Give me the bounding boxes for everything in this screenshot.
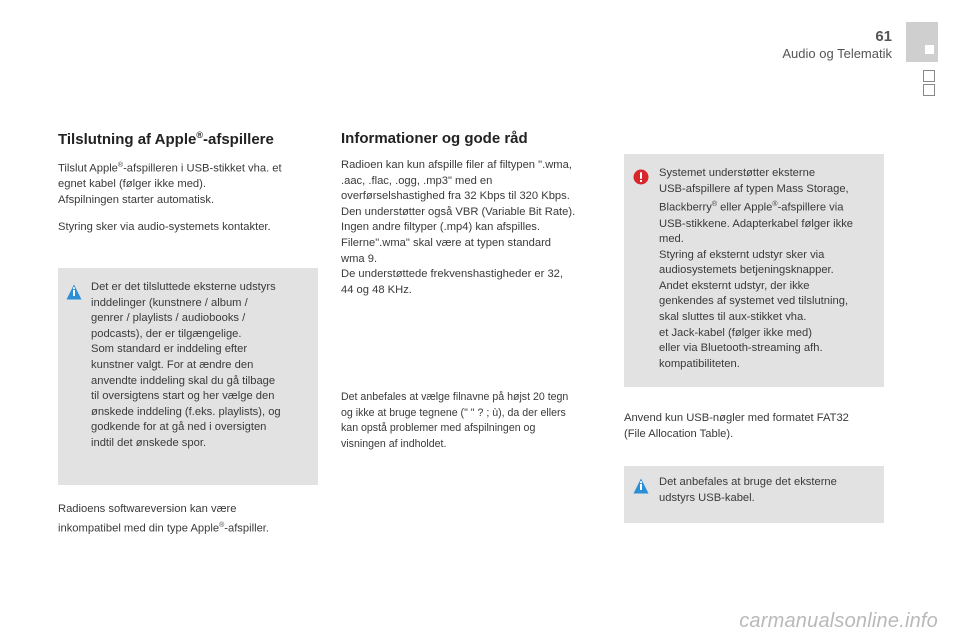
middle-paragraph-1: Radioen kan kun afspille filer af filtypen ".wma, .aac, .flac, .ogg, .mp3" med en overførselshastighed fra 32 Kbps til 320 Kbps. Den understøtter også VBR (Variable Bit Rate). Ingen andre filtyper (.mp4) kan afspilles. Filerne".wma" skal være at typen standard wma 9. De understøttede frekvenshastigheder er 32, 44 og 48 KHz. — [341, 159, 576, 296]
warning-icon — [633, 169, 649, 185]
chapter-tab — [906, 22, 938, 62]
info-icon — [633, 478, 649, 494]
chapter-marker — [923, 70, 935, 82]
middle-paragraph-2: Det anbefales at vælge filnavne på højst 20 tegn og ikke at bruge tegnene (" " ? ; ù), da der ellers kan opstå problemer med afspilningen og visningen af indholdet. — [341, 391, 569, 450]
left-paragraph-3: Radioens softwareversion kan være inkompatibel med din type Apple®-afspiller. — [58, 503, 270, 535]
left-info-text: Det er det tilsluttede eksterne udstyrs inddelinger (kunstnere / album / genrer / playlists / audiobooks / podcasts), der er tilgængelige. Som standard er inddeling efter kunstner valgt. For at ændre den anvendte inddeling skal du gå tilbage til oversigtens start og her vælge den ønskede inddeling (f.eks. playlists), og godkende for at gå ned i oversigten indtil det ønskede spor. — [91, 281, 281, 449]
right-warning-box — [624, 154, 884, 387]
section-title: Audio og Telematik — [782, 46, 892, 61]
left-title: Tilslutning af Apple®-afspillere — [58, 130, 274, 148]
left-info-box — [58, 268, 318, 485]
watermark — [0, 604, 960, 640]
left-paragraph-1: Tilslut Apple®-afspilleren i USB-stikket vha. et egnet kabel (følger ikke med). Afspilningen starter automatisk. — [58, 162, 282, 206]
left-paragraph-2: Styring sker via audio-systemets kontakter. — [58, 221, 271, 233]
watermark-text: carmanualsonline.info — [739, 610, 938, 632]
right-info-text: Det anbefales at bruge det eksterne udstyrs USB-kabel. — [659, 476, 837, 504]
info-icon — [66, 284, 82, 300]
right-paragraph-1: Anvend kun USB-nøgler med formatet FAT32 (File Allocation Table). — [624, 412, 849, 440]
page-number: 61 — [875, 28, 892, 45]
right-warning-text: Systemet understøtter eksterne USB-afspillere af typen Mass Storage, Blackberry® eller Apple®-afspillere via USB-stikkene. Adapterkabel følger ikke med. Styring af eksternt udstyr sker via audiosystemets betjeningsknapper. Andet eksternt udstyr, der ikke genkendes af systemet ved tilslutning, skal sluttes til aux-stikket vha. et Jack-kabel (følger ikke med) eller via Bluetooth-streaming afh. kompatibiliteten. — [659, 167, 854, 370]
chapter-marker — [923, 84, 935, 96]
right-info-box — [624, 466, 884, 523]
middle-title: Informationer og gode råd — [341, 130, 528, 147]
